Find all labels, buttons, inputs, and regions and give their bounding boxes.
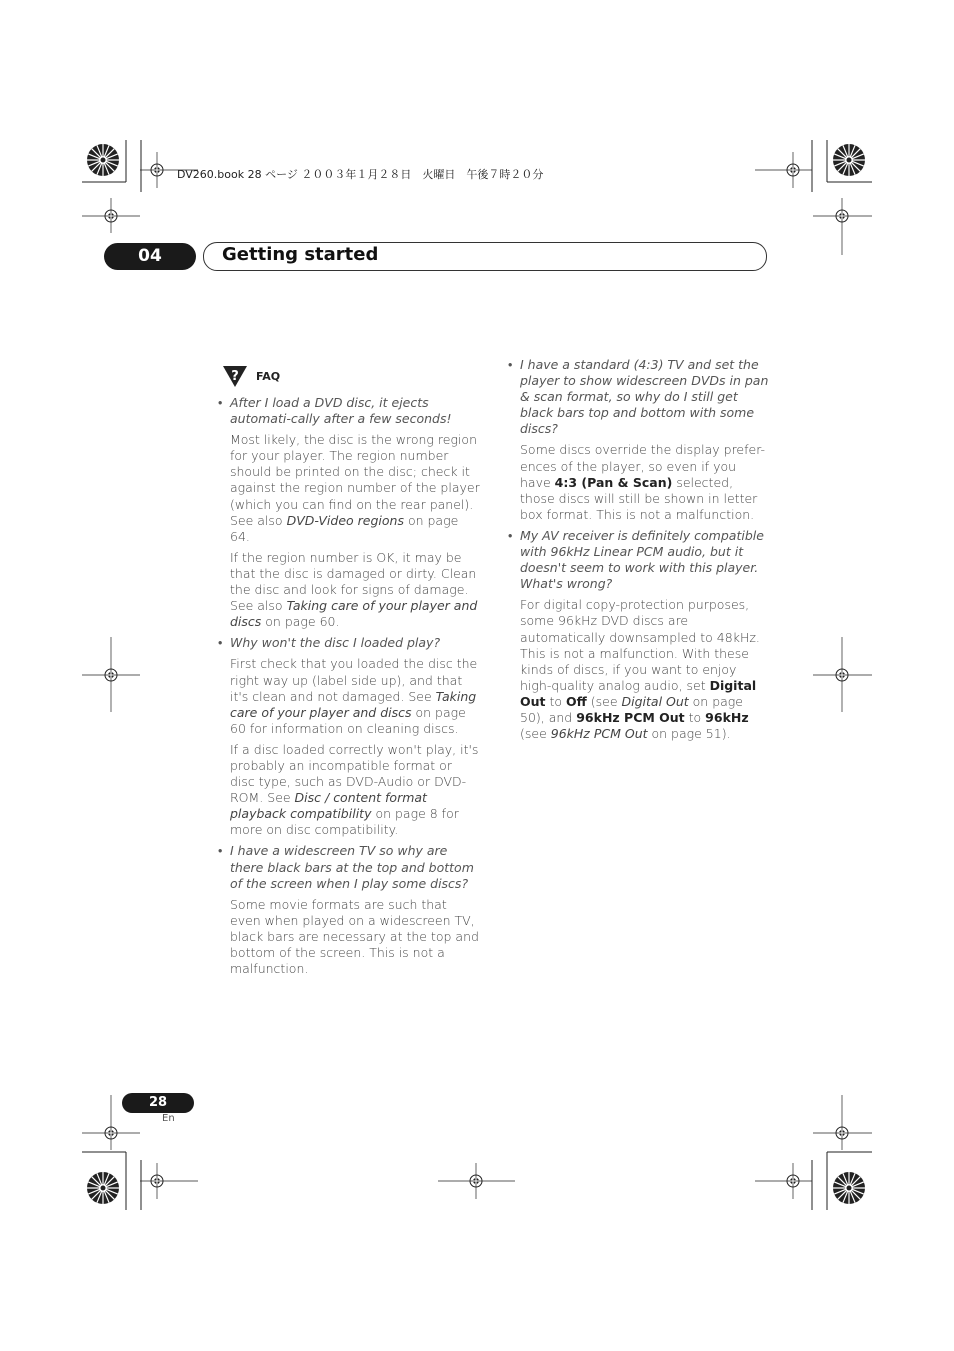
faq-question-2: • Why won't the disc I loaded play? [218,635,441,651]
faq-answer-1a: Most likely, the disc is the wrong region for your player. The region number should be printed on the disc; check it against the region number of the player (which you can find on the rear panel). See also DVD-Video regions on page 64. [230,432,480,544]
faq-heading [222,363,281,394]
ref-dvd-regions: DVD-Video regions [286,512,404,528]
corner-mark-top-left [82,140,198,233]
bottom-center-mark [438,1163,515,1199]
corner-mark-top-right [755,140,872,255]
setting-pan-scan: 4:3 (Pan & Scan) [554,474,673,490]
faq-question-4: • I have a standard (4:3) TV and set the player to show widescreen DVDs in pan & scan format, so why do I still get black bars top and bottom with some discs? [508,357,769,437]
faq-question-5: • My AV receiver is definitely compatible with 96kHz Linear PCM audio, but it doesn't seem to work with this player. What's wrong? [508,527,764,592]
column-left [218,395,480,982]
ref-taking-care-2: Taking care of your player and discs [230,688,477,720]
chapter-title-box [203,242,767,271]
side-mark-left [82,637,140,712]
print-header: DV260.book 28 ページ ２００３年１月２８日 火曜日 午後７時２０分 [177,168,544,181]
faq-answer-1b: If the region number is OK, it may be that the disc is damaged or dirty. Clean the disc and look for signs of damage. See also Taking care of your player and discs on page 60. [230,549,478,630]
side-mark-right [813,637,872,712]
ref-taking-care: Taking care of your player and discs [230,598,478,630]
faq-answer-2b: If a disc loaded correctly won't play, it's probably an incompatible format or disc type, such as DVD-Audio or DVD-ROM. See Disc / content format playback compatibility on page 8 for more on disc compatibility. [230,741,479,838]
faq-answer-2a: First check that you loaded the disc the right way up (label side up), and that it's clean and not damaged. See Taking care of your player and discs on page 60 for information on cleaning discs. [230,656,478,736]
faq-title: FAQ [256,370,281,383]
faq-question-3: • I have a widescreen TV so why are there black bars at the top and bottom of the screen when I play some discs? [218,843,474,891]
ref-disc-compatibility: Disc / content format playback compatibility [230,790,427,822]
faq-answer-3: Some movie formats are such that even when played on a widescreen TV, black bars are necessary at the top and bottom of the screen. This is not a malfunction. [230,896,479,977]
page-language: En [162,1113,175,1124]
chapter-number-badge: 04 [104,243,196,270]
faq-question-1: • After I load a DVD disc, it ejects automati-cally after a few seconds! [218,395,452,427]
faq-answer-4: Some discs override the display prefer-ences of the player, so even if you have 4:3 (Pan & Scan) selected, those discs will still be shown in letter box format. This is not a malfunction. [520,442,766,522]
svg-text:?: ? [231,369,239,384]
column-right [508,357,770,747]
corner-mark-bottom-right [755,1095,872,1210]
chapter-title: Getting started [222,244,379,265]
faq-answer-5: For digital copy-protection purposes, some 96kHz DVD discs are automatically downsampled to 48kHz. This is not a malfunction. With these kinds of discs, if you want to enjoy high-quality analog audio, set Digital Out to Off (see Digital Out on page 50), and 96kHz PCM Out to 96kHz (see 96kHz PCM Out on page 51). [520,597,760,742]
page-number: 28 [122,1093,194,1113]
faq-question-icon [222,363,248,389]
